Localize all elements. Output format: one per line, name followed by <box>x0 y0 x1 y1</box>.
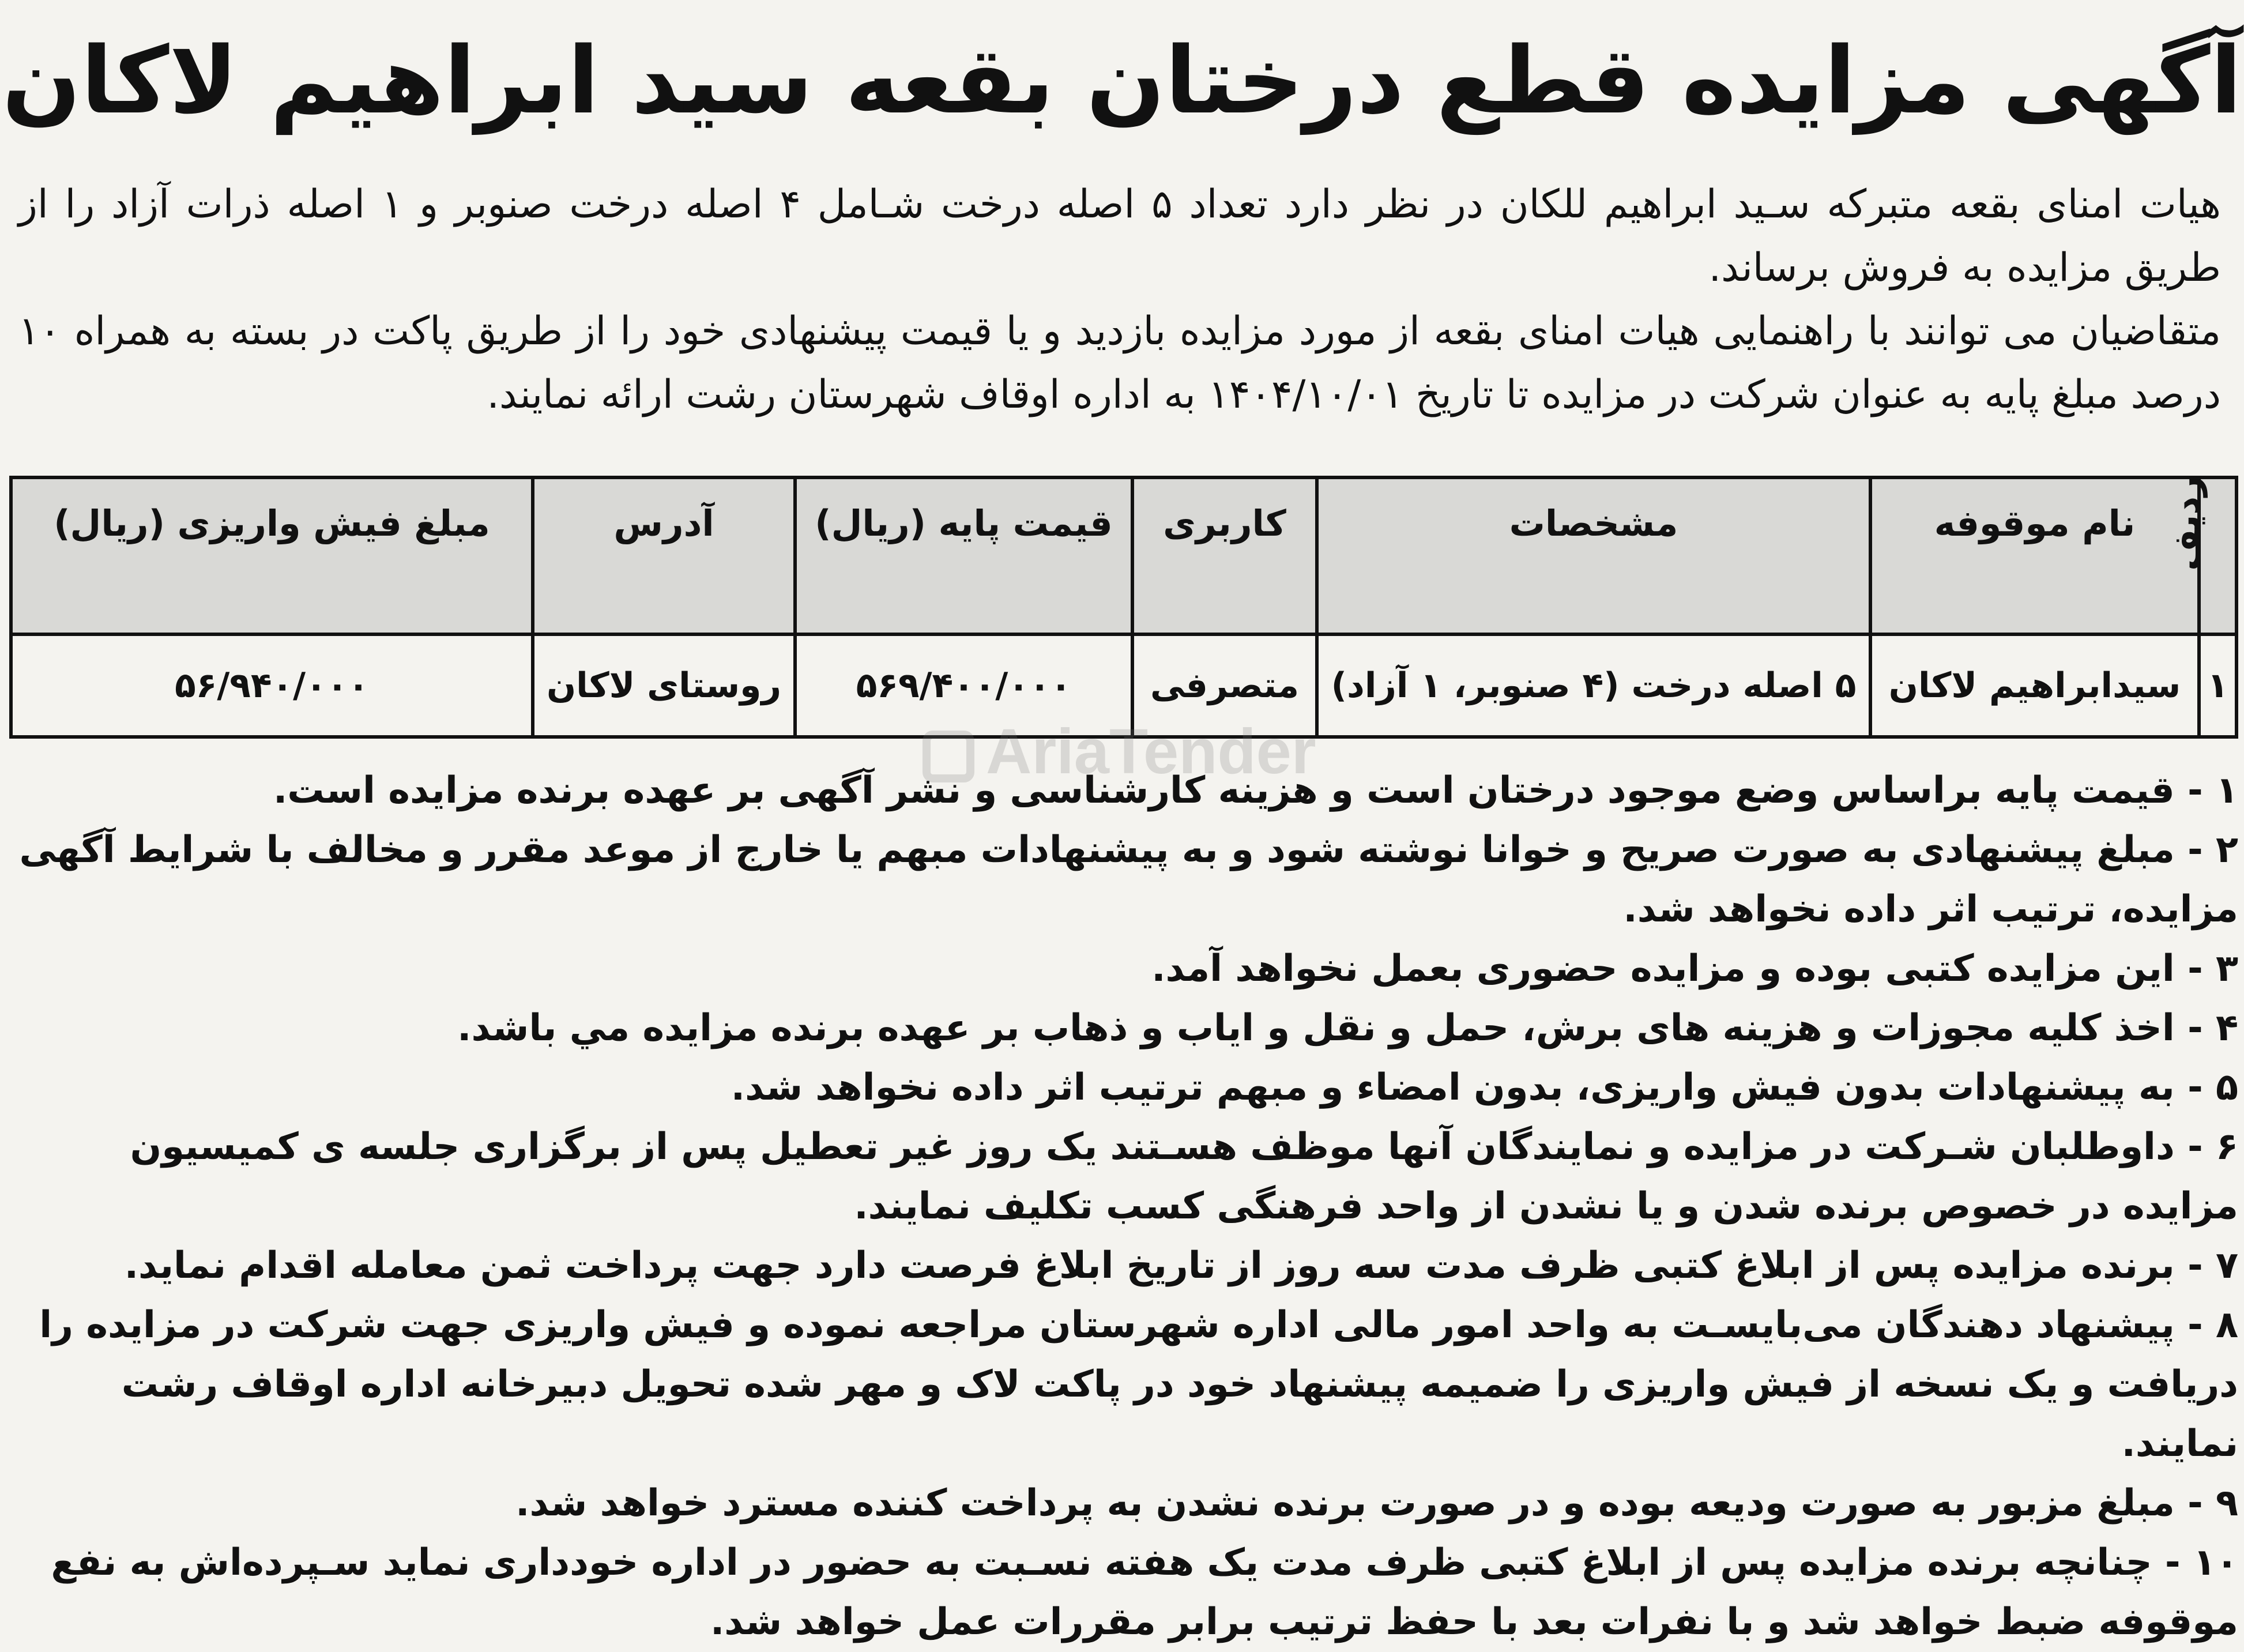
header-base-price: قیمت پایه (ریال) <box>795 477 1132 634</box>
term-item: ۶ - داوطلبان شـرکت در مزایده و نمایندگان آنها موظف هسـتند یک روز غیر تعطیل پس از برگزاری جلسه ی کمیسیون مزایده در خصوص برنده شدن و یا نشدن از واحد فرهنگی کسب تکلیف نمایند. <box>130 1126 2238 1228</box>
auction-table <box>9 476 2238 739</box>
cell-deposit-amount: ۵۶/۹۴۰/۰۰۰ <box>11 634 533 737</box>
table-header-row <box>11 477 2237 634</box>
header-endowment-name: نام موقوفه <box>1870 477 2199 634</box>
header-row-number: ردیف <box>2199 477 2237 634</box>
intro-text <box>18 173 2221 427</box>
cell-specifications: ۵ اصله درخت (۴ صنوبر، ۱ آزاد) <box>1317 634 1870 737</box>
header-specifications: مشخصات <box>1317 477 1870 634</box>
cell-endowment-name: سیدابراهیم لاکان <box>1870 634 2199 737</box>
term-item: ۵ - به پیشنهادات بدون فیش واریزی، بدون امضاء و مبهم ترتیب اثر داده نخواهد شد. <box>731 1066 2238 1109</box>
term-item: ۸ - پیشنهاد دهندگان می‌بایسـت به واحد امور مالی اداره شهرستان مراجعه نموده و فیش واریزی جهت شرکت در مزایده را دریافت و یک نسخه از فیش واریزی را ضمیمه پیشنهاد خود در پاکت لاک و مهر شده تحویل دبیرخانه اداره اوقاف رشت نمایند. <box>39 1304 2238 1465</box>
cell-row-number: ۱ <box>2199 634 2237 737</box>
term-item: ۲ - مبلغ پیشنهادی به صورت صریح و خوانا نوشته شود و به پیشنهادات مبهم یا خارج از موعد مقرر و مخالف با شرایط آگهی مزایده، ترتیب اثر داده نخواهد شد. <box>19 829 2238 931</box>
cell-base-price: ۵۶۹/۴۰۰/۰۰۰ <box>795 634 1132 737</box>
term-item: ۱ - قیمت پایه براساس وضع موجود درختان است و هزینه کارشناسی و نشر آگهی بر عهده برنده مزایده است. <box>273 769 2238 812</box>
notice-title: آگهی مزایده قطع درختان بقعه سید ابراهیم لاکان <box>2 27 2242 134</box>
watermark-text: AriaTender <box>986 716 1316 787</box>
term-item: ۴ - اخذ کلیه مجوزات و هزینه های برش، حمل و نقل و ایاب و ذهاب بر عهده برنده مزایده مي باشد. <box>457 1007 2238 1049</box>
header-address: آدرس <box>533 477 795 634</box>
term-item: ۷ - برنده مزایده پس از ابلاغ کتبی ظرف مدت سه روز از تاریخ ابلاغ فرصت دارد جهت پرداخت ثمن معامله اقدام نماید. <box>124 1244 2238 1287</box>
intro-paragraph: هیات امنای بقعه متبرکه سـید ابراهیم للکان در نظر دارد تعداد ۵ اصله درخت شـامل ۴ اصله درخت صنوبر و ۱ اصله ذرات آزاد را از طریق مزایده به فروش برساند. <box>18 182 2222 291</box>
term-item: ۹ - مبلغ مزبور به صورت ودیعه بوده و در صورت برنده نشدن به پرداخت کننده مسترد خواهد شد. <box>515 1482 2238 1525</box>
cell-usage: متصرفی <box>1132 634 1317 737</box>
intro-paragraph: متقاضیان می توانند با راهنمایی هیات امنای بقعه از مورد مزایده بازدید و یا قیمت پیشنهادی خود را از طریق پاکت در بسته به همراه ۱۰ درصد مبلغ پایه به عنوان شرکت در مزایده تا تاریخ ۱۴۰۴/۱۰/۰۱ به اداره اوقاف شهرستان رشت ارائه نمایند. <box>18 308 2221 417</box>
term-item: ۳ - این مزایده کتبی بوده و مزایده حضوری بعمل نخواهد آمد. <box>1151 947 2238 990</box>
header-deposit-amount: مبلغ فیش واریزی (ریال) <box>11 477 533 634</box>
term-item: ۱۰ - چنانچه برنده مزایده پس از ابلاغ کتبی ظرف مدت یک هفته نسـبت به حضور در اداره خودداری نماید سـپرده‌اش به نفع موقوفه ضبط خواهد شد و با نفرات بعد با حفظ ترتیب برابر مقررات عمل خواهد شد. <box>51 1541 2238 1643</box>
cell-address: روستای لاکان <box>533 634 795 737</box>
terms-list <box>13 761 2238 1652</box>
header-usage: کاربری <box>1132 477 1317 634</box>
